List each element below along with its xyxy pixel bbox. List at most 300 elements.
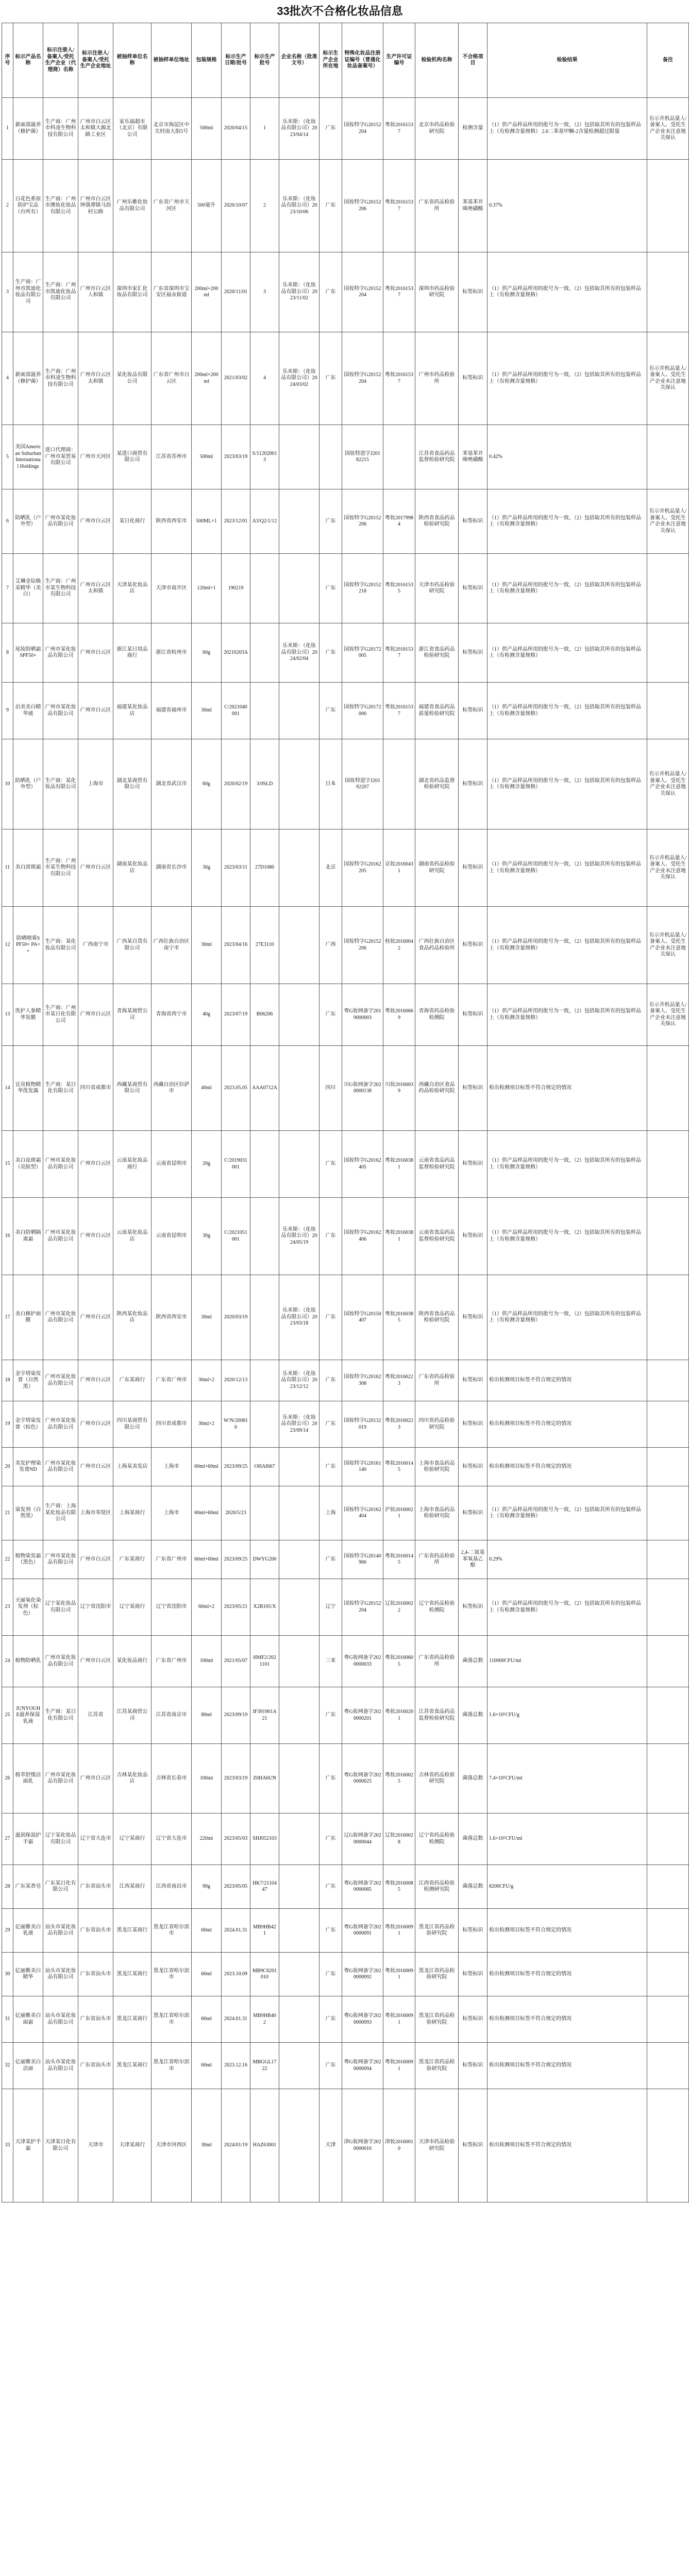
cell-addr: 天津市 — [78, 2089, 113, 2202]
cell-uaddr: 广东省广州市 — [152, 1636, 192, 1687]
cell-place: 广东 — [320, 1744, 342, 1814]
cell-note: 有示并机品量人/备案人、受托生产企业未注意地关保认 — [647, 98, 689, 160]
cell-unit: 上海某商行 — [113, 1486, 152, 1540]
cell-unit: 上海某美发店 — [113, 1448, 152, 1486]
cell-spec: 60ml+60ml — [192, 1486, 222, 1540]
cell-name: 尾妆防晒霜SPF50+ — [13, 623, 43, 683]
cell-batch: 1 — [250, 98, 279, 160]
cell-addr: 广州市白云区人和镇 — [78, 252, 113, 332]
cell-reg: 汕头市某化妆品有限公司 — [43, 1996, 78, 2043]
cell-name: 美白祛斑霜（亮肤型） — [13, 1131, 43, 1198]
cell-place: 广东 — [320, 1909, 342, 1953]
cell-unit: 福建某化妆品店 — [113, 683, 152, 739]
cell-lab: 广东省药品检验所 — [415, 1636, 459, 1687]
cell-lab: 陕西省食品药品检验研究院 — [415, 1275, 459, 1360]
cell-result: 检出检测项目标签不符合规定的情况 — [488, 2089, 647, 2202]
cell-lab: 深圳市药品检验研究院 — [415, 252, 459, 332]
cell-addr: 广州市白云区 — [78, 1275, 113, 1360]
cell-date: 2021/05/07 — [222, 1636, 250, 1687]
cell-unit: 天津某化妆品店 — [113, 554, 152, 623]
cell-item: 2,4-二氨基苯氧基乙醇 — [459, 1540, 488, 1579]
cell-firm — [279, 1814, 320, 1865]
cell-name: 美白修护面膜 — [13, 1275, 43, 1360]
cell-addr: 广州市白云区 — [78, 1448, 113, 1486]
table-row — [2, 984, 689, 1046]
cell-reg: 广州市某化妆品有限公司 — [43, 1401, 78, 1448]
cell-name: 新面部滋养（修护菌） — [13, 332, 43, 425]
cell-firm: 乐米斯：（化妆品有限公司）2023/11/02 — [279, 252, 320, 332]
cell-lic: 粤妆20161537 — [383, 332, 415, 425]
cell-no: 33 — [2, 2089, 13, 2202]
cell-note — [647, 1744, 689, 1814]
cell-result: 7.4×10⁵CFU/ml — [488, 1744, 647, 1814]
cell-addr: 广州市白云区 — [78, 623, 113, 683]
column-header: 被抽样单位地址 — [152, 23, 192, 98]
cell-addr: 广州市白云区太和镇 — [78, 332, 113, 425]
cell-spec: 200ml+200ml — [192, 332, 222, 425]
cell-no: 16 — [2, 1198, 13, 1275]
cell-uaddr: 黑龙江省哈尔滨市 — [152, 1953, 192, 1996]
cell-addr: 江苏省 — [78, 1687, 113, 1744]
column-header: 备注 — [647, 23, 689, 98]
cell-spec: 60ml×2 — [192, 1579, 222, 1636]
cell-item: 标签标识 — [459, 683, 488, 739]
cell-name: 滋润保湿护手霜 — [13, 1814, 43, 1865]
cell-batch — [250, 1198, 279, 1275]
cell-cert: 国妆特字G20162404 — [342, 1486, 383, 1540]
cell-cert: 国妆特字G20152204 — [342, 98, 383, 160]
table-body — [2, 98, 689, 2202]
cell-no: 13 — [2, 984, 13, 1046]
column-header: 不合格项目 — [459, 23, 488, 98]
cell-item: 标签标识 — [459, 1448, 488, 1486]
table-row — [2, 1046, 689, 1131]
cell-uaddr: 江西省南昌市 — [152, 1865, 192, 1909]
cell-lic: 粤妆20160223 — [383, 1401, 415, 1448]
cell-lic: 粤妆20160605 — [383, 1636, 415, 1687]
cell-lic: 粤妆20160201 — [383, 1687, 415, 1744]
cell-no: 4 — [2, 332, 13, 425]
cell-result: （1）供产品样品所用的批号为一致，（2）包括取其所有的包装样品上（有检测含量规格） — [488, 1486, 647, 1540]
cell-addr: 辽宁省沈阳市 — [78, 1579, 113, 1636]
cell-name: 艾琳金钻焕采精华（美白） — [13, 554, 43, 623]
cell-reg: 生产商：广州市某生物科技有限公司 — [43, 554, 78, 623]
cell-uaddr: 四川省成都市 — [152, 1401, 192, 1448]
cell-name: 亿丽雅美白精华 — [13, 1953, 43, 1996]
cell-item: 标签标识 — [459, 1046, 488, 1131]
cell-result: （1）供产品样品所用的批号为一致，（2）包括取其所有的包装样品上（有检测含量规格） — [488, 332, 647, 425]
cell-lic: 川妆20160039 — [383, 1046, 415, 1131]
table-row — [2, 1814, 689, 1865]
cell-batch: 4 — [250, 332, 279, 425]
cell-result: （1）供产品样品所用的批号为一致，（2）包括取其所有的包装样品上（有检测含量规格） — [488, 683, 647, 739]
cell-result: 1.6×10⁵CFU/ml — [488, 1814, 647, 1865]
cell-item: 标签标识 — [459, 1579, 488, 1636]
cell-addr: 广东省汕头市 — [78, 1865, 113, 1909]
cell-lic: 粤妆20161537 — [383, 98, 415, 160]
cell-cert: 国妆特字G20172005 — [342, 623, 383, 683]
cell-unit: 广东某商行 — [113, 1360, 152, 1401]
cell-lab: 天津市药品检验研究院 — [415, 554, 459, 623]
cell-unit: 江西某商行 — [113, 1865, 152, 1909]
cell-spec: 100ml — [192, 1636, 222, 1687]
cell-no: 32 — [2, 2043, 13, 2089]
cell-firm: 乐米斯：（化妆品有限公司）2023/09/14 — [279, 1401, 320, 1448]
cell-note — [647, 1687, 689, 1744]
cell-lic: 京妆20160431 — [383, 829, 415, 907]
cell-unit: 云南某化妆品店 — [113, 1198, 152, 1275]
table-row — [2, 554, 689, 623]
cell-reg: 生产商：某化妆品有限公司 — [43, 739, 78, 829]
cell-firm — [279, 1909, 320, 1953]
cell-addr: 广东省汕头市 — [78, 1996, 113, 2043]
cell-no: 2 — [2, 160, 13, 252]
cell-name: 白花色系原防护宝品（台所有） — [13, 160, 43, 252]
cell-lab: 黑龙江省药品检验研究院 — [415, 1909, 459, 1953]
cell-reg: 广州市某化妆品有限公司 — [43, 1448, 78, 1486]
cell-addr: 广东省汕头市 — [78, 1909, 113, 1953]
cell-firm — [279, 1448, 320, 1486]
cell-firm — [279, 1687, 320, 1744]
cell-addr: 广州市白云区 — [78, 1744, 113, 1814]
cell-place: 广东 — [320, 2043, 342, 2089]
cell-cert: 国妆特字G20132019 — [342, 1401, 383, 1448]
cell-name: 宜亮植物精华洗发露 — [13, 1046, 43, 1131]
cell-lab: 上海市食品药品检验研究院 — [415, 1486, 459, 1540]
cell-lic: 辽妆20160028 — [383, 1814, 415, 1865]
column-header: 被抽样单位名称 — [113, 23, 152, 98]
cell-uaddr: 陕西省西安市 — [152, 1275, 192, 1360]
cell-addr: 广东省汕头市 — [78, 2043, 113, 2089]
column-header: 检验结果 — [488, 23, 647, 98]
cell-cert: 国妆特字G20162205 — [342, 829, 383, 907]
cell-cert: 国妆特进字J20192207 — [342, 739, 383, 829]
cell-place: 广东 — [320, 984, 342, 1046]
cell-date: C/2021040001 — [222, 683, 250, 739]
cell-result: （1）供产品样品所用的批号为一致，（2）包括取其所有的包装样品上（有检测含量规格） 2.6二苯基甲酮-2含量检测超过限量 — [488, 98, 647, 160]
table-row — [2, 683, 689, 739]
cell-firm — [279, 554, 320, 623]
cell-uaddr: 广东省深圳市宝安区福永街道 — [152, 252, 192, 332]
cell-note — [647, 1865, 689, 1909]
cell-name: 洗护人参精华发膜 — [13, 984, 43, 1046]
cell-result: （1）供产品样品所用的批号为一致，（2）包括取其所有的包装样品上（有检测含量规格） — [488, 739, 647, 829]
cell-addr: 广州市白云区 — [78, 984, 113, 1046]
cell-firm — [279, 1636, 320, 1687]
column-header: 标示注册人/备案人/受托生产企业（代理商）名称 — [43, 23, 78, 98]
cell-firm — [279, 1131, 320, 1198]
cell-item: 苯基苯并咪唑磺酸 — [459, 160, 488, 252]
cell-no: 23 — [2, 1579, 13, 1636]
cell-date: 2023.10.09 — [222, 1953, 250, 1996]
cell-place: 广东 — [320, 332, 342, 425]
cell-no: 25 — [2, 1687, 13, 1744]
cell-reg: 生产商：广州市澳妆化妆品有限公司 — [43, 160, 78, 252]
cell-date: 2023/03/19 — [222, 1744, 250, 1814]
cell-date: 2020/02/19 — [222, 739, 250, 829]
cell-addr: 广西南宁市 — [78, 907, 113, 984]
column-header: 标示生产日期/批号 — [222, 23, 250, 98]
cell-uaddr: 上海市 — [152, 1486, 192, 1540]
cell-note — [647, 1636, 689, 1687]
cell-addr: 广州市白云区钟落潭镇马沥村公路 — [78, 160, 113, 252]
cell-cert: 国妆特字G20152204 — [342, 332, 383, 425]
cell-cert: 国妆特字G20152218 — [342, 554, 383, 623]
cell-batch: MB9HB421 — [250, 1909, 279, 1953]
cell-addr: 广州市白云区太和镇大源北路工业区 — [78, 98, 113, 160]
cell-cert: 国妆特字G20161140 — [342, 1448, 383, 1486]
table-row — [2, 829, 689, 907]
cell-date: 2020/12/13 — [222, 1360, 250, 1401]
cell-cert: 粤G妆网备字2020000093 — [342, 1996, 383, 2043]
cell-batch — [250, 554, 279, 623]
cell-item: 标签标识 — [459, 489, 488, 554]
cell-name: 防晒乳（户外型） — [13, 489, 43, 554]
cell-name: 美国American Suburban International Holdings — [13, 425, 43, 489]
cell-batch: SHJ052103 — [250, 1814, 279, 1865]
table-row — [2, 1448, 689, 1486]
cell-date: 2020/04/15 — [222, 98, 250, 160]
cell-place — [320, 425, 342, 489]
cell-addr: 广州市白云区 — [78, 1401, 113, 1448]
cell-addr: 广州市白云区太和镇 — [78, 554, 113, 623]
cell-result: 检出检测项目标签不符合规定的情况 — [488, 1046, 647, 1131]
cell-uaddr: 江苏省苏州市 — [152, 425, 192, 489]
cell-spec: 80ml — [192, 1687, 222, 1744]
cell-reg: 汕头市某化妆品有限公司 — [43, 1953, 78, 1996]
results-table — [2, 23, 689, 2202]
cell-place: 广东 — [320, 1540, 342, 1579]
cell-addr: 上海市奉贤区 — [78, 1486, 113, 1540]
cell-result: 检出检测项目标签不符合规定的情况 — [488, 2043, 647, 2089]
cell-cert: 粤G妆网备字2020000033 — [342, 1636, 383, 1687]
cell-firm — [279, 829, 320, 907]
cell-place: 广东 — [320, 1448, 342, 1486]
cell-name: 新面部滋养（修护菌） — [13, 98, 43, 160]
cell-reg: 广州市某化妆品有限公司 — [43, 1540, 78, 1579]
cell-unit: 辽宁某商行 — [113, 1579, 152, 1636]
cell-result: 8200CFU/g — [488, 1865, 647, 1909]
cell-item: 菌落总数 — [459, 1636, 488, 1687]
table-row — [2, 1579, 689, 1636]
cell-name: 天津某护手霜 — [13, 2089, 43, 2202]
cell-result: 检出检测项目标签不符合规定的情况 — [488, 1360, 647, 1401]
cell-lab: 青海省药品检验检测院 — [415, 984, 459, 1046]
cell-batch: HK7/2110447 — [250, 1865, 279, 1909]
cell-cert: 粤G妆网备字2020000201 — [342, 1687, 383, 1744]
cell-name: 广东某香皂 — [13, 1865, 43, 1909]
cell-note — [647, 1579, 689, 1636]
cell-lab: 黑龙江省药品检验研究院 — [415, 2043, 459, 2089]
cell-batch: Z0HA6UN — [250, 1744, 279, 1814]
cell-item: 标签标识 — [459, 1198, 488, 1275]
cell-name: 防晒乳（户外型） — [13, 739, 43, 829]
cell-no: 8 — [2, 623, 13, 683]
cell-batch — [250, 1486, 279, 1540]
cell-name: 泊美美白精华液 — [13, 683, 43, 739]
cell-place: 广东 — [320, 1814, 342, 1865]
cell-lab: 福建省食品药品质量检验研究院 — [415, 683, 459, 739]
table-row — [2, 489, 689, 554]
cell-spec: 60ml+60ml — [192, 1540, 222, 1579]
cell-place: 广东 — [320, 1687, 342, 1744]
cell-place: 三亚 — [320, 1636, 342, 1687]
cell-note — [647, 2089, 689, 2202]
cell-note — [647, 1131, 689, 1198]
cell-item: 标签标识 — [459, 554, 488, 623]
cell-unit: 深圳市家汇化妆品有限公司 — [113, 252, 152, 332]
cell-name: 染发剂（自然黑） — [13, 1486, 43, 1540]
cell-uaddr: 云南省昆明市 — [152, 1131, 192, 1198]
cell-firm: 乐米斯：（化妆品有限公司）2024/03/02 — [279, 332, 320, 425]
cell-reg: 生产商：某日化有限公司 — [43, 1046, 78, 1131]
cell-spec: 500ml — [192, 98, 222, 160]
cell-no: 27 — [2, 1814, 13, 1865]
cell-cert: 川G妆网备字2020000138 — [342, 1046, 383, 1131]
cell-no: 1 — [2, 98, 13, 160]
cell-no: 11 — [2, 829, 13, 907]
cell-unit: 陕西某化妆品店 — [113, 1275, 152, 1360]
cell-addr: 广州市白云区 — [78, 1636, 113, 1687]
cell-uaddr: 广东省广州市 — [152, 1360, 192, 1401]
cell-spec: 100ml — [192, 1744, 222, 1814]
cell-date: 2023/03/11 — [222, 829, 250, 907]
cell-spec: 30ml×2 — [192, 1360, 222, 1401]
cell-lic: 粤妆20160085 — [383, 1865, 415, 1909]
cell-note — [647, 1814, 689, 1865]
cell-reg: 天津某日化有限公司 — [43, 2089, 78, 2202]
cell-unit: 四川某商贸有限公司 — [113, 1401, 152, 1448]
cell-lic: 辽妆20160022 — [383, 1579, 415, 1636]
cell-spec: 30ml — [192, 683, 222, 739]
cell-batch — [250, 1275, 279, 1360]
cell-place: 广东 — [320, 160, 342, 252]
cell-no: 19 — [2, 1401, 13, 1448]
cell-unit: 吉林某化妆品店 — [113, 1744, 152, 1814]
cell-firm — [279, 739, 320, 829]
cell-uaddr: 黑龙江省哈尔滨市 — [152, 1909, 192, 1953]
cell-date: W/N/200810 — [222, 1401, 250, 1448]
cell-spec: 60ml — [192, 1996, 222, 2043]
cell-place: 广东 — [320, 1953, 342, 1996]
cell-addr: 四川省成都市 — [78, 1046, 113, 1131]
cell-unit: 黑龙江某商行 — [113, 2043, 152, 2089]
cell-note: 有示并机品量人/备案人、受托生产企业未注意地关保认 — [647, 332, 689, 425]
cell-place: 四川 — [320, 1046, 342, 1131]
cell-lic — [383, 739, 415, 829]
cell-name: 植萃舒缓洁面乳 — [13, 1744, 43, 1814]
cell-date: 2020/03/19 — [222, 1275, 250, 1360]
column-header: 标示生产批号 — [250, 23, 279, 98]
cell-date: 2023/03/19 — [222, 425, 250, 489]
cell-no: 5 — [2, 425, 13, 489]
cell-name: 美白防晒隔离霜 — [13, 1198, 43, 1275]
cell-cert: 国妆特字G20152204 — [342, 1579, 383, 1636]
cell-item: 菌落总数 — [459, 1865, 488, 1909]
cell-result: 0.29% — [488, 1540, 647, 1579]
cell-reg: 广州市某化妆品有限公司 — [43, 623, 78, 683]
cell-reg: 生产商：上海某化妆品有限公司 — [43, 1486, 78, 1540]
cell-unit: 青海某商贸公司 — [113, 984, 152, 1046]
cell-firm: 乐米斯：（化妆品有限公司）2024/02/04 — [279, 623, 320, 683]
cell-firm — [279, 1486, 320, 1540]
cell-result: 检出检测项目标签不符合规定的情况 — [488, 1996, 647, 2043]
cell-firm — [279, 1744, 320, 1814]
cell-reg: 生产商：广州市科凌生物科技有限公司 — [43, 98, 78, 160]
cell-note: 有示并机品量人/备案人、受托生产企业未注意地关保认 — [647, 739, 689, 829]
table-row — [2, 425, 689, 489]
cell-place: 辽宁 — [320, 1579, 342, 1636]
cell-no: 18 — [2, 1360, 13, 1401]
cell-batch: MB9HB402 — [250, 1996, 279, 2043]
cell-no: 3 — [2, 252, 13, 332]
cell-place: 天津 — [320, 2089, 342, 2202]
cell-no: 29 — [2, 1909, 13, 1953]
cell-result: （1）供产品样品所用的批号为一致，（2）包括取其所有的包装样品上（有检测含量规格） — [488, 984, 647, 1046]
cell-cert: 辽G妆网备字2020000044 — [342, 1814, 383, 1865]
table-row — [2, 1275, 689, 1360]
cell-place: 广东 — [320, 683, 342, 739]
cell-result: 检出检测项目标签不符合规定的情况 — [488, 1401, 647, 1448]
cell-note — [647, 1198, 689, 1275]
cell-note — [647, 623, 689, 683]
cell-addr: 广州市白云区 — [78, 1360, 113, 1401]
cell-lab: 广东省药品检验所 — [415, 160, 459, 252]
cell-unit: 云南某化妆品商行 — [113, 1131, 152, 1198]
cell-spec: 200ml+200ml — [192, 252, 222, 332]
table-row — [2, 1198, 689, 1275]
cell-spec: 60ml+60ml — [192, 1448, 222, 1486]
cell-unit: 湖北某商贸有限公司 — [113, 739, 152, 829]
cell-reg: 生产商：广州市凯迪化妆品有限公司 — [43, 252, 78, 332]
cell-date: 2023/07/19 — [222, 984, 250, 1046]
cell-batch — [250, 1401, 279, 1448]
cell-lic: 粤妆20160385 — [383, 1275, 415, 1360]
cell-spec: 60ml — [192, 1953, 222, 1996]
cell-place: 广东 — [320, 623, 342, 683]
cell-batch: 2 — [250, 160, 279, 252]
cell-no: 14 — [2, 1046, 13, 1131]
cell-lab: 四川省药品检验研究院 — [415, 1401, 459, 1448]
cell-spec: 120ml×1 — [192, 554, 222, 623]
cell-no: 15 — [2, 1131, 13, 1198]
cell-lab: 浙江省食品药品检验研究院 — [415, 623, 459, 683]
table-row — [2, 1953, 689, 1996]
cell-reg: 辽宁某化妆品有限公司 — [43, 1814, 78, 1865]
cell-reg: 广东某日化有限公司 — [43, 1865, 78, 1909]
cell-uaddr: 江苏省南京市 — [152, 1687, 192, 1744]
cell-cert: 国妆特字G20152206 — [342, 160, 383, 252]
cell-uaddr: 广东省广州市天河区 — [152, 160, 192, 252]
cell-lab: 广东省药品检验所 — [415, 1540, 459, 1579]
cell-cert: 津G妆网备字2020000010 — [342, 2089, 383, 2202]
cell-uaddr: 北京市海淀区中关村南大街5号 — [152, 98, 192, 160]
cell-spec: 30g — [192, 1198, 222, 1275]
cell-result: 0.42% — [488, 425, 647, 489]
cell-batch: HMF2/2021101 — [250, 1636, 279, 1687]
cell-unit: 江苏某商贸公司 — [113, 1687, 152, 1744]
cell-reg: 生产商：某日化有限公司 — [43, 1687, 78, 1744]
cell-lab: 辽宁省药品检验检测院 — [415, 1579, 459, 1636]
cell-lab: 云南省食品药品监督检验研究院 — [415, 1198, 459, 1275]
column-header: 序号 — [2, 23, 13, 98]
cell-item: 标签标识 — [459, 1953, 488, 1996]
cell-place: 广西 — [320, 907, 342, 984]
cell-item: 标签标识 — [459, 1996, 488, 2043]
cell-lic: 粤妆20160091 — [383, 1996, 415, 2043]
table-row — [2, 907, 689, 984]
cell-date: C/2021051001 — [222, 1198, 250, 1275]
